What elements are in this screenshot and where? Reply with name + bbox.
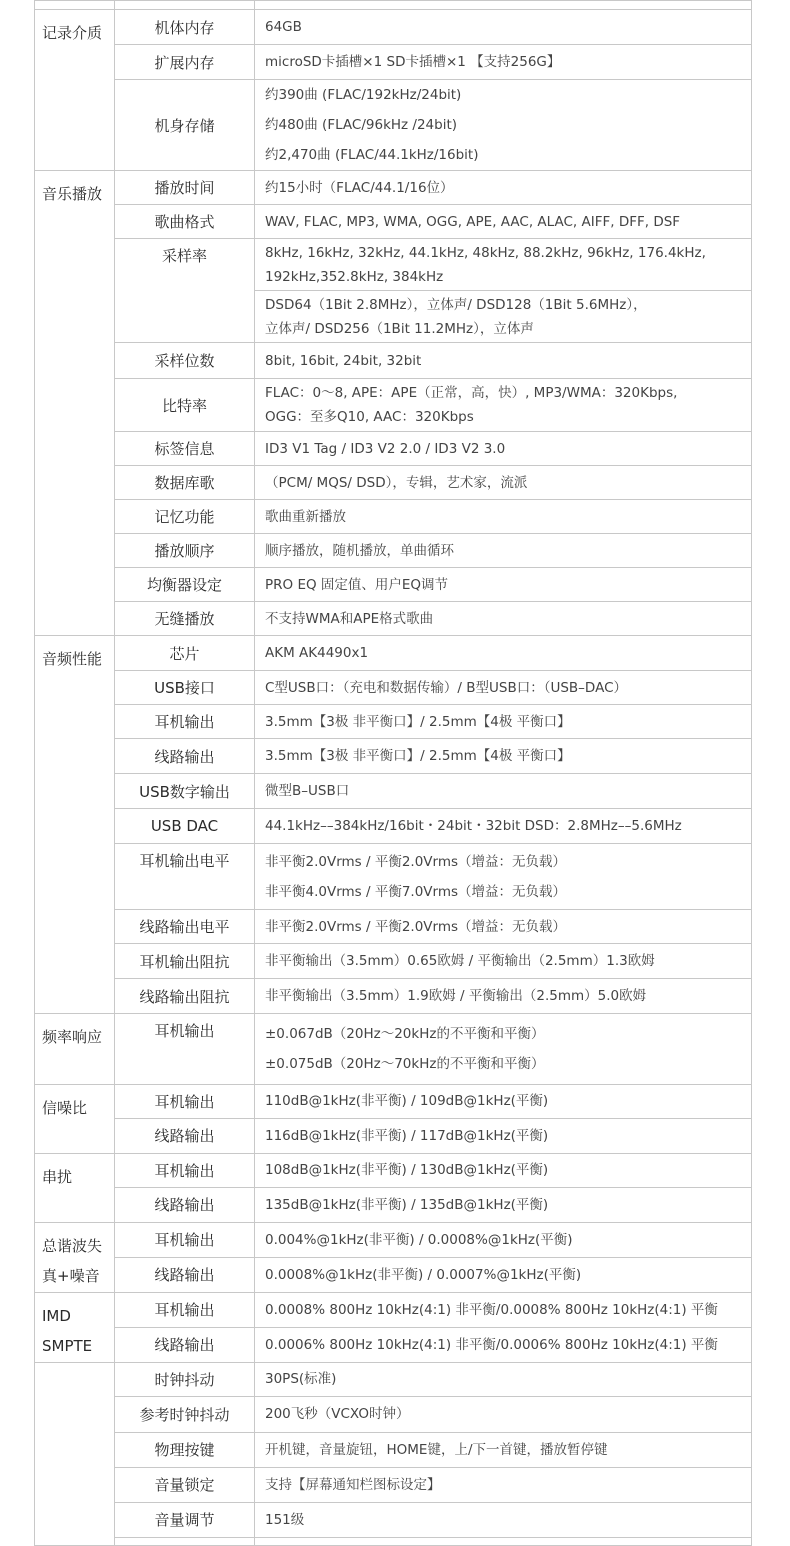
spec-row — [35, 979, 752, 1014]
spec-value-line: 歌曲重新播放 — [265, 508, 346, 525]
spec-label: 无缝播放 — [115, 602, 255, 636]
spec-row — [35, 1467, 752, 1502]
spec-value-line: 0.0008%@1kHz(非平衡) / 0.0007%@1kHz(平衡) — [265, 1266, 582, 1283]
spec-value-line: OGG：至多Q10, AAC：320Kbps — [265, 409, 474, 426]
spec-label: 物理按键 — [115, 1432, 255, 1467]
spec-value-line: 8kHz, 16kHz, 32kHz, 44.1kHz, 48kHz, 88.2kHz, 96kHz, 176.4kHz, — [265, 244, 706, 261]
spec-value-line: microSD卡插槽×1 SD卡插槽×1 【支持256G】 — [265, 54, 561, 71]
spec-value — [255, 1396, 752, 1432]
category-cell — [35, 1, 115, 10]
spec-row — [35, 944, 752, 979]
spec-value — [255, 1292, 752, 1327]
spec-label: 比特率 — [115, 379, 255, 432]
spec-row — [35, 671, 752, 705]
spec-value-line: 8bit, 16bit, 24bit, 32bit — [265, 352, 422, 369]
spec-label: 扩展内存 — [115, 45, 255, 80]
spec-value-line: 约480曲 (FLAC/96kHz /24bit) — [265, 117, 458, 134]
spec-value-line: 110dB@1kHz(非平衡) / 109dB@1kHz(平衡) — [265, 1093, 549, 1110]
spec-label: 机体内存 — [115, 10, 255, 45]
spec-value-line: 3.5mm【3极 非平衡口】/ 2.5mm【4极 平衡口】 — [265, 713, 571, 730]
spec-label: 记忆功能 — [115, 500, 255, 534]
spec-label: 均衡器设定 — [115, 568, 255, 602]
spec-value-line: 约2,470曲 (FLAC/44.1kHz/16bit) — [265, 147, 479, 164]
spec-value — [255, 291, 752, 343]
spec-value — [255, 1432, 752, 1467]
spec-value-line: 44.1kHz––384kHz/16bit・24bit・32bit DSD：2.8MHz––5.6MHz — [265, 818, 682, 835]
spec-label: 音量调节 — [115, 1502, 255, 1537]
spec-label: 线路输出 — [115, 1187, 255, 1222]
spec-value-line: 0.004%@1kHz(非平衡) / 0.0008%@1kHz(平衡) — [265, 1231, 573, 1248]
spec-row — [35, 1014, 752, 1084]
spec-value — [255, 910, 752, 944]
spec-value-line: 非平衡输出（3.5mm）1.9欧姆 / 平衡输出（2.5mm）5.0欧姆 — [265, 988, 647, 1005]
spec-row — [35, 602, 752, 636]
spec-value — [255, 432, 752, 466]
spec-value — [255, 1, 752, 10]
spec-value — [255, 602, 752, 636]
spec-label: 机身存储 — [115, 80, 255, 171]
spec-value-line: 立体声/ DSD256（1Bit 11.2MHz），立体声 — [265, 320, 534, 337]
spec-value-line: 200飞秒（VCXO时钟） — [265, 1406, 410, 1423]
spec-label: 标签信息 — [115, 432, 255, 466]
category-cell — [35, 10, 115, 171]
spec-table — [34, 0, 752, 1546]
spec-label: 播放时间 — [115, 171, 255, 205]
spec-label — [115, 1, 255, 10]
spec-value — [255, 379, 752, 432]
spec-value — [255, 774, 752, 809]
spec-value-line: DSD64（1Bit 2.8MHz），立体声/ DSD128（1Bit 5.6MHz）， — [265, 296, 647, 313]
spec-row — [35, 1537, 752, 1545]
spec-value — [255, 1327, 752, 1362]
spec-label: 线路输出 — [115, 1118, 255, 1153]
spec-value-line: ±0.067dB（20Hz～20kHz的不平衡和平衡） — [265, 1026, 545, 1042]
spec-row — [35, 739, 752, 774]
spec-value — [255, 1362, 752, 1396]
spec-row — [35, 1327, 752, 1362]
spec-value-line: 开机键，音量旋钮，HOME键，上/下一首键，播放暂停键 — [265, 1441, 608, 1458]
spec-value — [255, 1187, 752, 1222]
spec-value-line: （PCM/ MQS/ DSD），专辑，艺术家，流派 — [265, 474, 528, 491]
spec-row — [35, 1502, 752, 1537]
spec-value — [255, 979, 752, 1014]
spec-row — [35, 239, 752, 291]
spec-label: 线路输出 — [115, 1257, 255, 1292]
category-label: 信噪比 — [42, 1098, 88, 1117]
category-line: 总谐波失 — [42, 1236, 103, 1255]
spec-label: 耳机输出 — [115, 1014, 255, 1084]
spec-label — [115, 1537, 255, 1545]
spec-row — [35, 171, 752, 205]
spec-value — [255, 1257, 752, 1292]
spec-value-line: 151级 — [265, 1511, 305, 1528]
spec-value — [255, 809, 752, 844]
category-cell — [35, 1222, 115, 1292]
spec-value-line: ID3 V1 Tag / ID3 V2 2.0 / ID3 V2 3.0 — [265, 440, 506, 457]
spec-row — [35, 1362, 752, 1396]
spec-label: 歌曲格式 — [115, 205, 255, 239]
spec-value-line: FLAC：0～8, APE：APE（正常，高，快）, MP3/WMA：320Kbps, — [265, 385, 678, 402]
spec-value-line: 192kHz,352.8kHz, 384kHz — [265, 268, 444, 285]
spec-label: 播放顺序 — [115, 534, 255, 568]
spec-table-body — [35, 1, 752, 1546]
spec-value-line: 非平衡输出（3.5mm）0.65欧姆 / 平衡输出（2.5mm）1.3欧姆 — [265, 953, 655, 970]
spec-value — [255, 671, 752, 705]
spec-row — [35, 1222, 752, 1257]
spec-value — [255, 739, 752, 774]
category-cell — [35, 1292, 115, 1362]
spec-label: 数据库歌 — [115, 466, 255, 500]
spec-value-line: 108dB@1kHz(非平衡) / 130dB@1kHz(平衡) — [265, 1162, 549, 1179]
spec-row — [35, 205, 752, 239]
spec-value — [255, 343, 752, 379]
spec-value-line: 微型B–USB口 — [265, 783, 350, 800]
spec-row — [35, 705, 752, 739]
spec-value-line: WAV, FLAC, MP3, WMA, OGG, APE, AAC, ALAC, AIFF, DFF, DSF — [265, 213, 681, 230]
spec-value — [255, 45, 752, 80]
spec-label: 采样位数 — [115, 343, 255, 379]
spec-row — [35, 1257, 752, 1292]
category-cell — [35, 171, 115, 636]
spec-row — [35, 910, 752, 944]
spec-label: 线路输出 — [115, 1327, 255, 1362]
category-label: 音乐播放 — [42, 185, 103, 204]
spec-value — [255, 1537, 752, 1545]
spec-value — [255, 1118, 752, 1153]
spec-row — [35, 500, 752, 534]
spec-value-line: 非平衡2.0Vrms / 平衡2.0Vrms（增益：无负载） — [265, 918, 567, 935]
spec-value — [255, 844, 752, 910]
spec-value-line: 116dB@1kHz(非平衡) / 117dB@1kHz(平衡) — [265, 1127, 549, 1144]
spec-row — [35, 432, 752, 466]
category-label: 串扰 — [42, 1167, 73, 1186]
spec-row — [35, 1, 752, 10]
spec-value-line: C型USB口：（充电和数据传输）/ B型USB口：（USB–DAC） — [265, 679, 627, 696]
spec-value — [255, 171, 752, 205]
spec-row — [35, 1153, 752, 1187]
category-label: 记录介质 — [42, 24, 103, 42]
spec-value — [255, 500, 752, 534]
spec-row — [35, 10, 752, 45]
spec-label: USB数字输出 — [115, 774, 255, 809]
spec-value-line: 约390曲 (FLAC/192kHz/24bit) — [265, 87, 462, 104]
category-cell — [35, 1362, 115, 1545]
spec-row — [35, 80, 752, 171]
spec-row — [35, 809, 752, 844]
spec-value — [255, 1153, 752, 1187]
spec-label: 音量锁定 — [115, 1467, 255, 1502]
spec-value — [255, 466, 752, 500]
spec-value-line: PRO EQ 固定值、用户EQ调节 — [265, 576, 449, 593]
spec-label: 耳机输出 — [115, 705, 255, 739]
spec-row — [35, 1432, 752, 1467]
spec-label: 耳机输出 — [115, 1084, 255, 1118]
spec-label: 线路输出电平 — [115, 910, 255, 944]
spec-row — [35, 1396, 752, 1432]
spec-value — [255, 1084, 752, 1118]
spec-label: 时钟抖动 — [115, 1362, 255, 1396]
spec-value — [255, 1222, 752, 1257]
spec-label: 耳机输出阻抗 — [115, 944, 255, 979]
spec-value — [255, 705, 752, 739]
category-cell — [35, 1014, 115, 1084]
spec-label: 线路输出阻抗 — [115, 979, 255, 1014]
spec-value-line: 0.0008% 800Hz 10kHz(4:1) 非平衡/0.0008% 800Hz 10kHz(4:1) 平衡 — [265, 1301, 718, 1318]
spec-value-line: 30PS(标准) — [265, 1371, 337, 1388]
spec-label: 耳机输出 — [115, 1222, 255, 1257]
spec-value-line: 135dB@1kHz(非平衡) / 135dB@1kHz(平衡) — [265, 1196, 549, 1213]
spec-row — [35, 466, 752, 500]
category-cell — [35, 636, 115, 1014]
spec-value — [255, 10, 752, 45]
spec-label: 芯片 — [115, 636, 255, 671]
spec-row — [35, 568, 752, 602]
spec-value — [255, 1502, 752, 1537]
spec-row — [35, 1292, 752, 1327]
spec-value-line: 3.5mm【3极 非平衡口】/ 2.5mm【4极 平衡口】 — [265, 748, 571, 765]
spec-value — [255, 636, 752, 671]
spec-value-line: 64GB — [265, 19, 302, 35]
spec-value-line: 非平衡4.0Vrms / 平衡7.0Vrms（增益：无负载） — [265, 883, 567, 900]
spec-label: 线路输出 — [115, 739, 255, 774]
spec-row — [35, 774, 752, 809]
spec-label: USB接口 — [115, 671, 255, 705]
spec-value — [255, 534, 752, 568]
spec-value-line: AKM AK4490x1 — [265, 645, 369, 662]
spec-value — [255, 1014, 752, 1084]
category-label: 频率响应 — [42, 1028, 103, 1047]
spec-row — [35, 1084, 752, 1118]
spec-row — [35, 1118, 752, 1153]
spec-value-line: 0.0006% 800Hz 10kHz(4:1) 非平衡/0.0006% 800Hz 10kHz(4:1) 平衡 — [265, 1336, 718, 1353]
spec-value — [255, 944, 752, 979]
spec-value-line: 非平衡2.0Vrms / 平衡2.0Vrms（增益：无负载） — [265, 853, 567, 870]
spec-value — [255, 80, 752, 171]
category-line: 真+噪音 — [42, 1266, 100, 1285]
spec-row — [35, 1187, 752, 1222]
spec-value-line: 顺序播放，随机播放，单曲循环 — [265, 542, 454, 559]
spec-value-line: 不支持WMA和APE格式歌曲 — [265, 610, 434, 627]
spec-row — [35, 844, 752, 910]
spec-value-line: 约15小时（FLAC/44.1/16位） — [265, 179, 454, 196]
category-line: SMPTE — [42, 1336, 93, 1355]
spec-value — [255, 1467, 752, 1502]
spec-value — [255, 568, 752, 602]
category-label: 音频性能 — [42, 650, 103, 669]
spec-label: USB DAC — [115, 809, 255, 844]
spec-row — [35, 45, 752, 80]
spec-value — [255, 205, 752, 239]
spec-row — [35, 343, 752, 379]
spec-label: 参考时钟抖动 — [115, 1396, 255, 1432]
spec-label: 采样率 — [115, 239, 255, 343]
spec-value — [255, 239, 752, 291]
spec-value-line: ±0.075dB（20Hz～70kHz的不平衡和平衡） — [265, 1056, 545, 1072]
spec-row — [35, 379, 752, 432]
category-line: IMD — [42, 1306, 71, 1325]
spec-row — [35, 636, 752, 671]
category-cell — [35, 1153, 115, 1222]
category-cell — [35, 1084, 115, 1153]
spec-value-line: 支持【屏幕通知栏图标设定】 — [265, 1476, 441, 1493]
spec-row — [35, 534, 752, 568]
spec-label: 耳机输出 — [115, 1292, 255, 1327]
spec-label: 耳机输出 — [115, 1153, 255, 1187]
spec-label: 耳机输出电平 — [115, 844, 255, 910]
